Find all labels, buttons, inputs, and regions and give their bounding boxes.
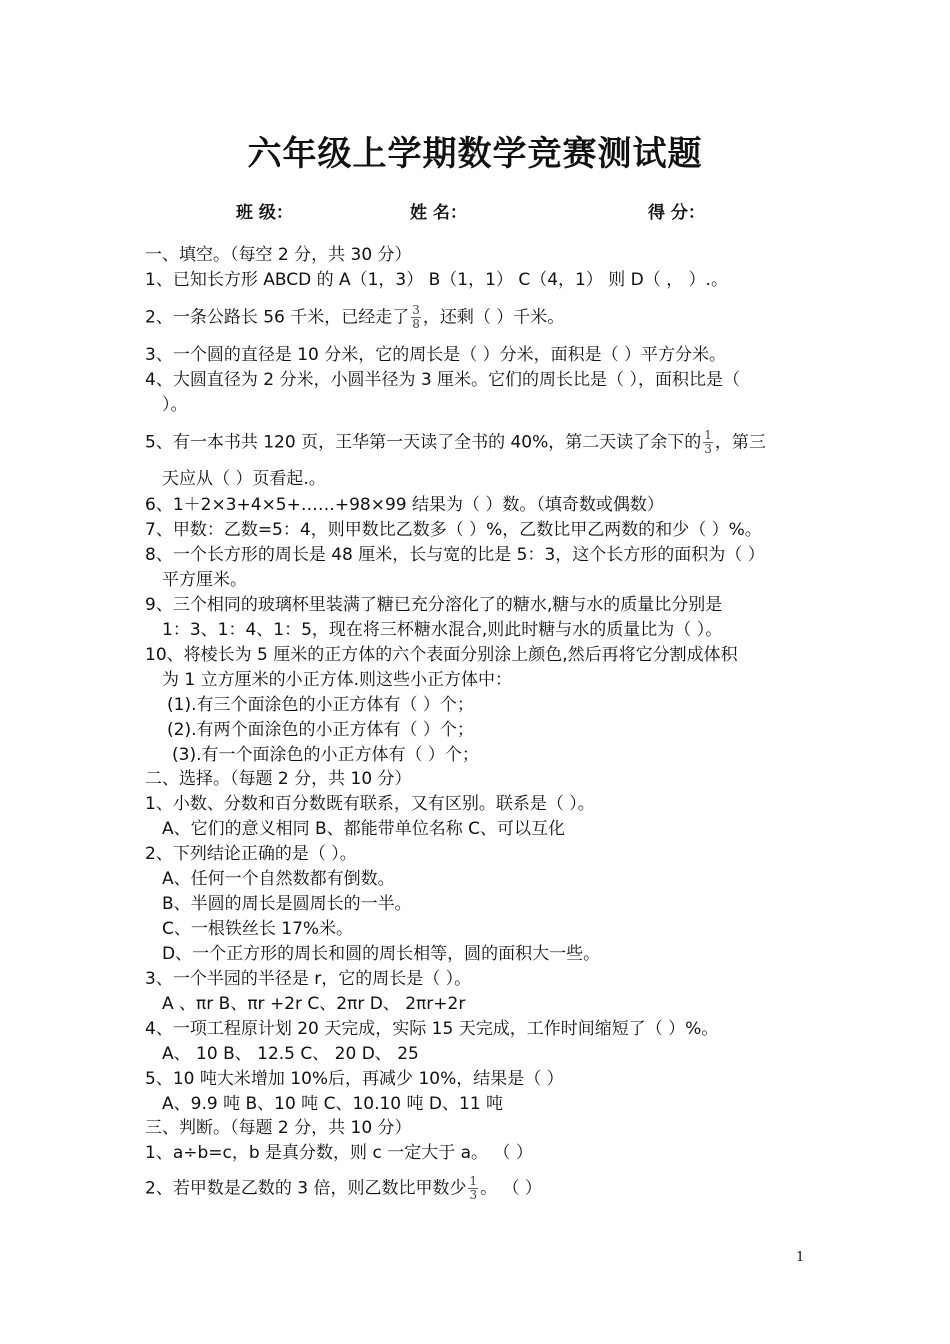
choice-2-option-d: D、一个正方形的周长和圆的周长相等，圆的面积大一些。 [162, 944, 601, 964]
fraction-denominator: 8 [412, 317, 420, 331]
fraction-numerator: 3 [412, 303, 420, 317]
judge-2-text: 2、若甲数是乙数的 3 倍，则乙数比甲数少 [145, 1178, 467, 1199]
choice-3: 3、一个半园的半径是 r，它的周长是（ ）。 [145, 969, 472, 989]
question-8-line2: 平方厘米。 [162, 570, 247, 590]
question-6: 6、1＋2×3+4×5+……+98×99 结果为（ ）数。（填奇数或偶数） [145, 495, 664, 515]
question-9-line1: 9、三个相同的玻璃杯里装满了糖已充分溶化了的糖水,糖与水的质量比分别是 [145, 595, 723, 615]
question-2-text-end: ，还剩（ ）千米。 [422, 307, 565, 328]
question-4-line2: ）。 [162, 395, 188, 415]
choice-1-options: A、它们的意义相同 B、都能带单位名称 C、可以互化 [162, 819, 565, 839]
fraction-numerator: 1 [704, 428, 712, 442]
section-judge-heading: 三、判断。（每题 2 分，共 10 分） [145, 1118, 412, 1138]
question-8-line1: 8、一个长方形的周长是 48 厘米，长与宽的比是 5：3，这个长方形的面积为（ ） [145, 545, 765, 565]
question-5-text-end: ，第三 [714, 432, 766, 453]
question-10-line1: 10、将棱长为 5 厘米的正方体的六个表面分别涂上颜色,然后再将它分割成体积 [145, 645, 738, 665]
question-4-line1: 4、大圆直径为 2 分米，小圆半径为 3 厘米。它们的周长比是（ ），面积比是（ [145, 370, 740, 390]
question-1: 1、已知长方形 ABCD 的 A（1，3） B（1，1） C（4，1） 则 D（ ， ）.。 [145, 270, 728, 290]
question-3: 3、一个圆的直径是 10 分米，它的周长是（ ）分米，面积是（ ）平方分米。 [145, 345, 727, 365]
choice-2-option-c: C、一根铁丝长 17%米。 [162, 919, 354, 939]
choice-4: 4、一项工程原计划 20 天完成，实际 15 天完成，工作时间缩短了（ ）%。 [145, 1019, 719, 1039]
choice-2: 2、下列结论正确的是（ ）。 [145, 844, 357, 864]
page-title: 六年级上学期数学竞赛测试题 [247, 134, 703, 174]
choice-4-options: A、 10 B、 12.5 C、 20 D、 25 [162, 1044, 419, 1064]
question-10-part3: (3).有一个面涂色的小正方体有（ ）个； [172, 745, 479, 765]
question-10-line2: 为 1 立方厘米的小正方体.则这些小正方体中： [162, 670, 513, 690]
question-5-line2: 天应从（ ）页看起.。 [162, 469, 326, 489]
choice-2-option-a: A、任何一个自然数都有倒数。 [162, 869, 395, 889]
question-9-line2: 1：3、1：4、1：5，现在将三杯糖水混合,则此时糖与水的质量比为（ ）。 [162, 620, 723, 640]
choice-1: 1、小数、分数和百分数既有联系，又有区别。联系是（ ）。 [145, 794, 595, 814]
page-number: 1 [796, 1250, 805, 1265]
section-fill-in-heading: 一、填空。（每空 2 分，共 30 分） [145, 245, 412, 265]
question-2-text: 2、一条公路长 56 千米，已经走了 [145, 307, 410, 328]
score-label: 得 分： [648, 203, 705, 223]
question-10-part1: (1).有三个面涂色的小正方体有（ ）个； [167, 695, 474, 715]
choice-5: 5、10 吨大米增加 10%后，再减少 10%，结果是（ ） [145, 1069, 564, 1089]
class-label: 班 级： [236, 203, 293, 223]
fraction-1-3 [703, 429, 713, 456]
judge-1: 1、a÷b=c，b 是真分数，则 c 一定大于 a。 （ ） [145, 1143, 533, 1163]
choice-2-option-b: B、半圆的周长是圆周长的一半。 [162, 894, 412, 914]
question-5-line1 [145, 429, 766, 456]
fraction-3-8 [411, 304, 421, 331]
question-10-part2: (2).有两个面涂色的小正方体有（ ）个； [167, 720, 474, 740]
name-label: 姓 名： [410, 203, 467, 223]
fraction-numerator: 1 [469, 1174, 478, 1188]
fraction-denominator: 3 [469, 1188, 478, 1202]
question-7: 7、甲数：乙数=5：4，则甲数比乙数多（ ）%，乙数比甲乙两数的和少（ ）%。 [145, 520, 762, 540]
choice-3-options: A 、πr B、πr +2r C、2πr D、 2πr+2r [162, 994, 466, 1014]
choice-5-options: A、9.9 吨 B、10 吨 C、10.10 吨 D、11 吨 [162, 1094, 504, 1114]
question-2 [145, 304, 564, 331]
judge-2-text-end: 。 （ ） [480, 1178, 542, 1199]
section-choice-heading: 二、选择。（每题 2 分，共 10 分） [145, 769, 412, 789]
judge-2 [145, 1175, 542, 1202]
fraction-1-3 [468, 1175, 478, 1202]
question-5-text: 5、有一本书共 120 页，王华第一天读了全书的 40%，第二天读了余下的 [145, 432, 702, 453]
fraction-denominator: 3 [704, 442, 712, 456]
